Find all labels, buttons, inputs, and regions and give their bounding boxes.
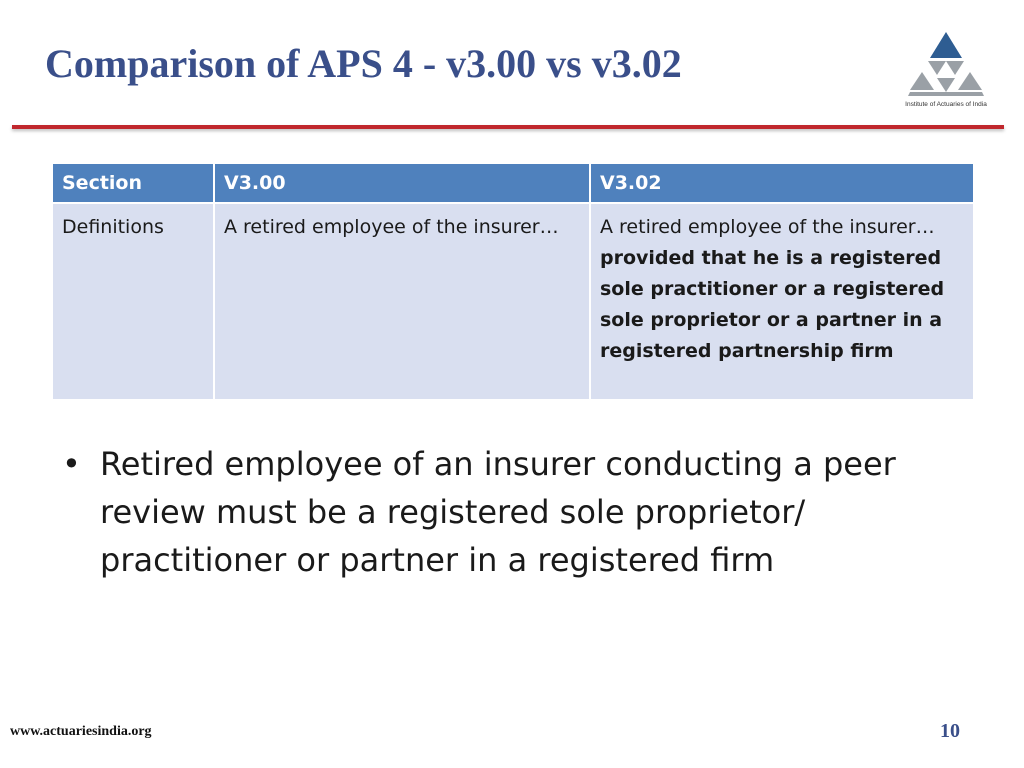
logo-triangle-icon (904, 30, 988, 100)
logo-caption: Institute of Actuaries of India (905, 101, 987, 108)
footer-url: www.actuariesindia.org (10, 724, 152, 739)
institute-logo (898, 30, 994, 114)
table-header-row (52, 163, 974, 203)
title-divider (12, 125, 1004, 129)
cell-v300: A retired employee of the insurer… (214, 203, 590, 400)
table-row (52, 203, 974, 400)
bullet-list (62, 440, 942, 584)
header-v300: V3.00 (214, 163, 590, 203)
comparison-table (51, 162, 975, 401)
cell-section: Definitions (52, 203, 214, 400)
slide-title: Comparison of APS 4 - v3.00 vs v3.02 (45, 41, 682, 86)
bullet-icon: • (62, 445, 81, 483)
cell-v302-bold: provided that he is a registered sole practitioner or a registered sole proprietor or a partner in a registered partnership firm (600, 247, 945, 362)
bullet-item: Retired employee of an insurer conducting a peer review must be a registered sole proprietor/ practitioner or partner in a registered firm (100, 445, 896, 579)
page-number: 10 (940, 720, 960, 742)
cell-v302-plain: A retired employee of the insurer… (600, 216, 935, 238)
cell-v302 (590, 203, 974, 400)
header-section: Section (52, 163, 214, 203)
header-v302: V3.02 (590, 163, 974, 203)
